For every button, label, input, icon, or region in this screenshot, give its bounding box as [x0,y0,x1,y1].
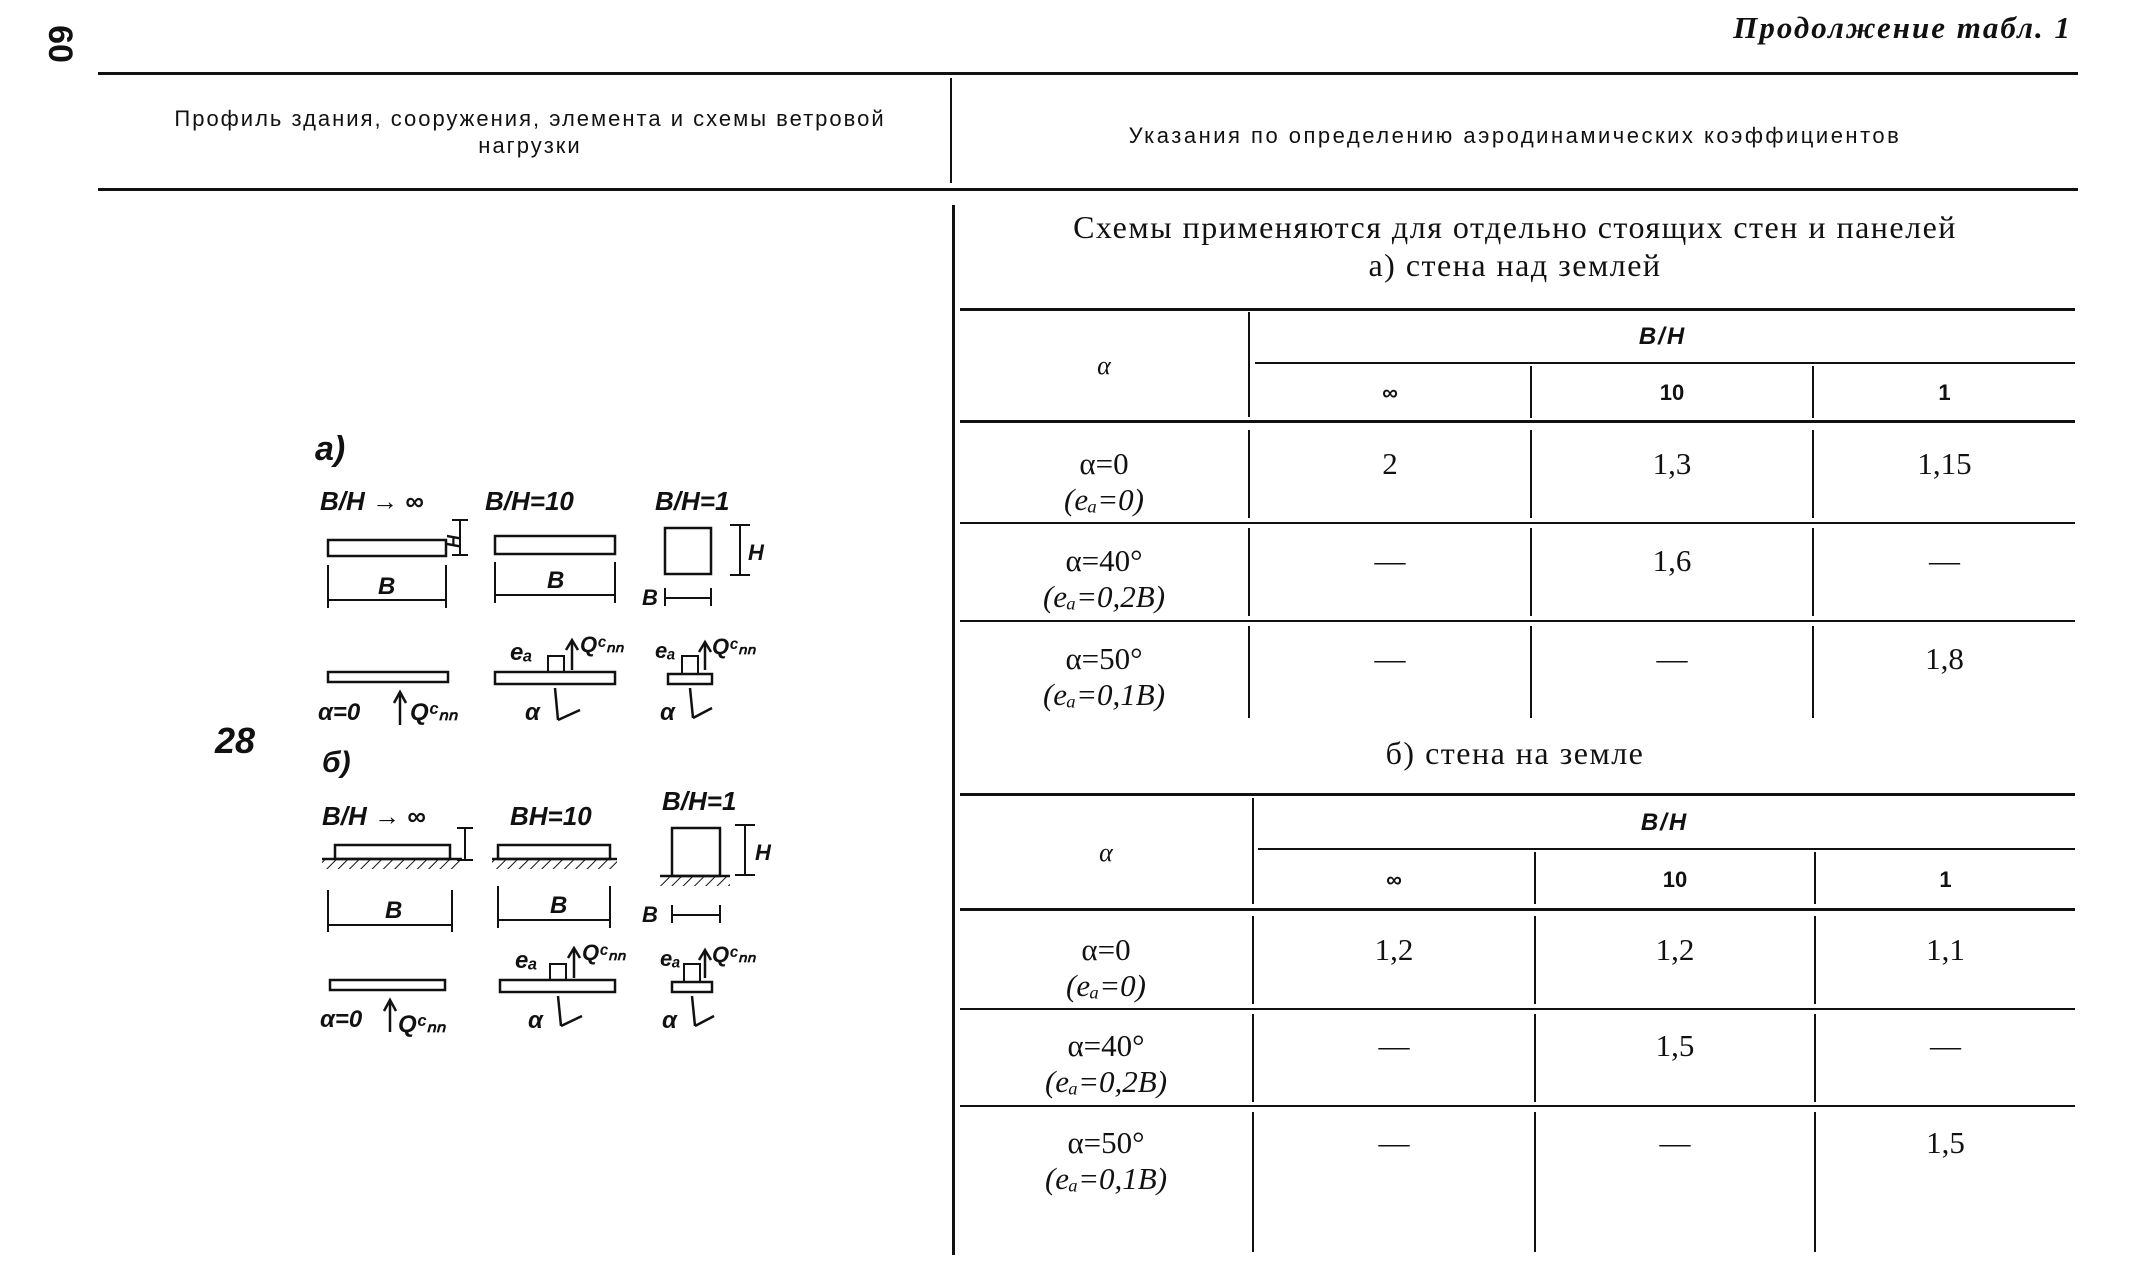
header-right-title: Указания по определению аэродинамических коэффициентов [1128,123,1902,148]
table-a-col-inf: ∞ [1382,380,1398,405]
ratio-1-label: B/H=1 [655,486,730,516]
alpha-label: α [528,1007,543,1034]
alpha-label: α [660,699,675,726]
dim-B-label: B [378,573,396,600]
main-column-divider [952,205,955,1255]
scheme-a-inf [320,486,468,608]
ground-hatch [322,859,462,869]
table-cell: — [1378,1028,1410,1063]
table-a-ratio-header: B/H [1638,323,1687,350]
row-ea-label: (eₐ=0,2B) [1042,579,1166,614]
row-ea-label: (eₐ=0) [1066,968,1146,1003]
table-cell: — [1929,543,1960,578]
table-cell: 1,3 [1652,446,1692,481]
dim-H-label: H [444,535,464,548]
table-cell: 1,1 [1926,932,1965,967]
ea-label: eₐ [515,947,538,974]
wall-panel [498,845,610,859]
table-row [960,446,1248,518]
table-row [960,1125,1252,1197]
scheme-b-1 [642,786,772,927]
table-cell: 1,8 [1925,641,1964,676]
table-cell: 1,6 [1652,543,1692,578]
scheme-a-10 [485,486,615,603]
scheme-b-10 [492,801,617,928]
ratio-1-label: B/H=1 [662,786,737,816]
table-b-row-rule-1 [960,1008,2075,1010]
row-alpha-label: α=50° [1065,641,1143,676]
table-a-row-rule-2 [960,620,2075,622]
row-alpha-label: α=40° [1067,1028,1145,1063]
table-a-top-rule [960,308,2075,311]
table-cell: 1,2 [1374,932,1414,967]
wall-panel [335,845,450,859]
load-row-b [320,940,757,1038]
wall-panel [495,536,615,554]
table-a-col-1: 1 [1938,380,1951,405]
row-ea-label: (eₐ=0,1B) [1044,1161,1168,1196]
load-Q-label: Qᶜₙₙ [582,940,626,965]
dim-H-label: H [748,540,764,565]
alpha-label: α [662,1007,677,1034]
wall-panel [328,540,446,556]
table-cell: — [1656,641,1688,676]
ratio-10-label: B/H=10 [485,486,574,516]
ratio-inf-label: B/H → ∞ [322,801,426,831]
table-a-col-10: 10 [1659,380,1685,405]
alpha-zero-label: α=0 [318,699,361,726]
table-b-col-10: 10 [1662,867,1688,892]
load-Q-label: Qᶜₙₙ [712,634,756,659]
ratio-10-label: BH=10 [510,801,592,831]
table-cell: — [1378,1125,1410,1160]
alpha-zero-label: α=0 [320,1006,363,1033]
subtitle-b: б) стена на земле [1385,735,1645,771]
ground-hatch [660,876,730,886]
dim-B-label: B [642,585,658,610]
ground-hatch [492,859,617,869]
table-a-alpha-header: α [1097,351,1111,380]
intro-line-2: а) стена над землей [1368,247,1662,283]
table-row [960,932,1252,1004]
table-row [960,1028,1252,1100]
header-bottom-rule [98,188,2078,191]
alpha-label: α [525,699,540,726]
table-cell: 1,5 [1926,1125,1965,1160]
row-alpha-label: α=0 [1081,932,1131,967]
row-alpha-label: α=40° [1065,543,1143,578]
wind-load-schemes-figure [300,420,820,1080]
table-cell: — [1659,1125,1691,1160]
table-cell: 1,5 [1655,1028,1695,1063]
part-b-label: б) [322,746,351,779]
table-b-ratio-rule [1258,848,2075,850]
load-Q-label: Qᶜₙₙ [410,699,458,726]
table-a-row-rule-1 [960,522,2075,524]
load-Q-label: Qᶜₙₙ [580,632,624,657]
table-b-head-rule [960,908,2075,911]
header-left-title: Профиль здания, сооружения, элемента и схемы ветровой нагрузки [174,106,886,158]
table-row [960,543,1248,615]
dim-B-label: B [550,892,568,919]
wall-panel [665,528,711,574]
page-number: 60 [41,25,80,63]
row-ea-label: (eₐ=0) [1064,482,1144,517]
part-a-label: а) [315,430,346,468]
dim-B-label: B [642,902,658,927]
intro-line-1: Схемы применяются для отдельно стоящих стен и панелей [1073,209,1957,245]
table-cell: 1,2 [1655,932,1695,967]
load-Q-label: Qᶜₙₙ [398,1011,446,1038]
table-cell: — [1374,641,1406,676]
dim-H-label: H [755,840,771,865]
scheme-a-1 [642,486,765,610]
table-b-col-inf: ∞ [1386,867,1402,892]
row-ea-label: (eₐ=0,2B) [1044,1064,1168,1099]
table-row [960,641,1248,713]
scheme-b-inf [322,801,473,932]
row-alpha-label: α=50° [1067,1125,1145,1160]
table-a-ratio-rule [1255,362,2075,364]
table-cell: 1,15 [1917,446,1972,481]
ea-label: eₐ [660,946,681,971]
table-a-head-rule [960,420,2075,423]
table-b-top-rule [960,793,2075,796]
row-number: 28 [215,720,256,761]
ea-label: eₐ [510,639,533,666]
load-row-a [318,632,757,726]
row-alpha-label: α=0 [1079,446,1129,481]
load-Q-label: Qᶜₙₙ [712,942,756,967]
wall-panel [672,828,720,876]
scheme-intro [960,208,2070,284]
continuation-title: Продолжение табл. 1 [1733,10,2072,45]
ratio-inf-label: B/H → ∞ [320,486,424,516]
table-cell: — [1374,543,1406,578]
header-divider [950,78,952,183]
dim-B-label: B [385,897,403,924]
table-b-ratio-header: B/H [1640,809,1689,836]
table-b-row-rule-2 [960,1105,2075,1107]
table-b-col-1: 1 [1939,867,1952,892]
table-cell: 2 [1382,446,1398,481]
table-cell: — [1930,1028,1961,1063]
header-top-rule [98,72,2078,75]
dim-B-label: B [547,567,565,594]
row-ea-label: (eₐ=0,1B) [1042,677,1166,712]
table-b-alpha-header: α [1099,838,1113,867]
ea-label: eₐ [655,638,676,663]
